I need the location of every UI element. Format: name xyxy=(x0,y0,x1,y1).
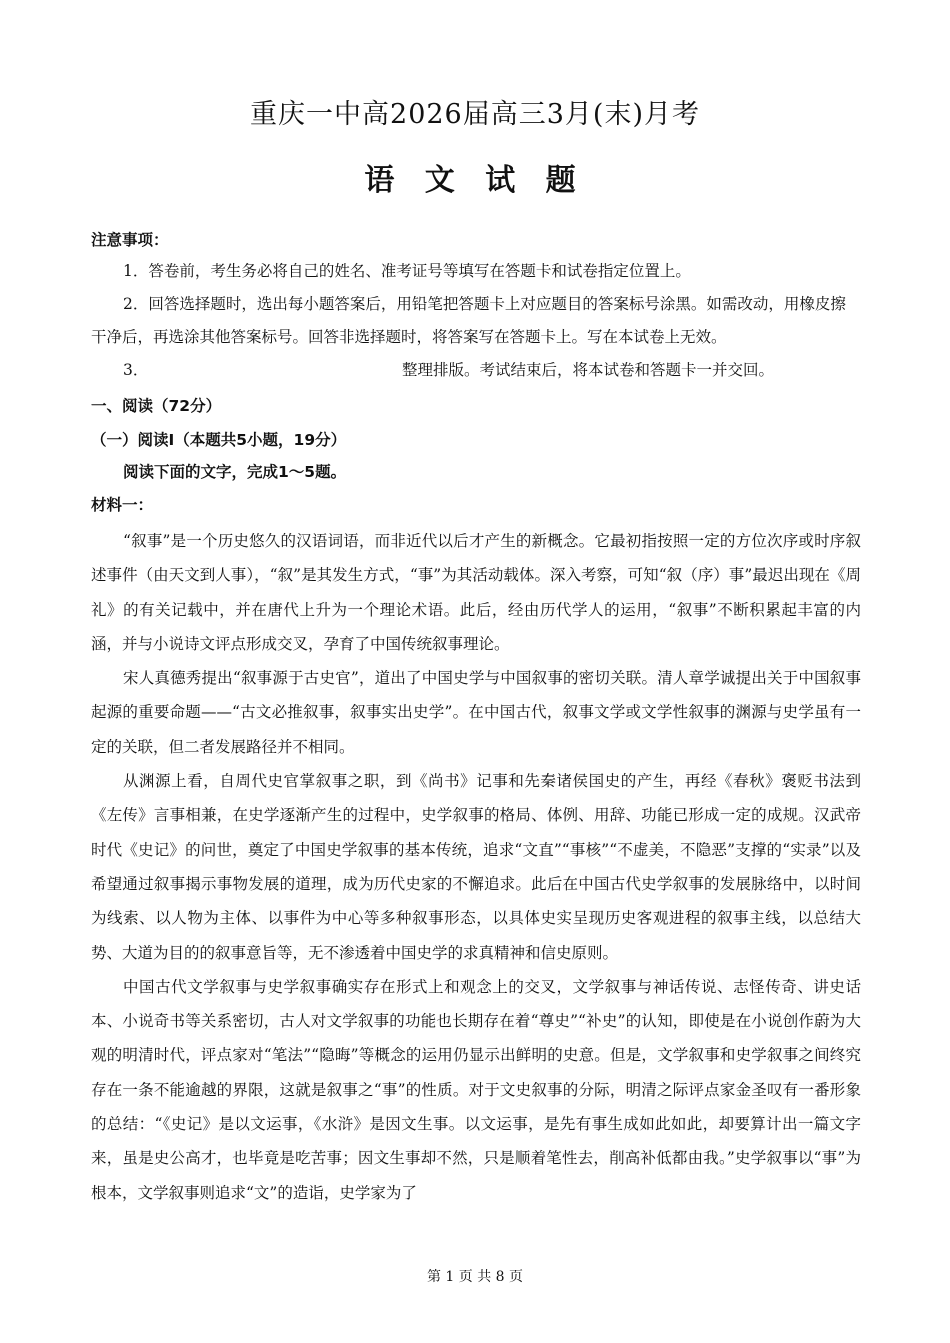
passage-paragraph-3: 从渊源上看，自周代史官掌叙事之职，到《尚书》记事和先秦诸侯国史的产生，再经《春秋》褒贬书法到《左传》言事相兼，在史学逐渐产生的过程中，史学叙事的格局、体例、用辞、功能已形成一定的成规。汉武帝时代《史记》的问世，奠定了中国史学叙事的基本传统，追求“文直”“事核”“不虚美，不隐恶”支撑的“实录”以及希望通过叙事揭示事物发展的道理，成为历代史家的不懈追求。此后在中国古代史学叙事的发展脉络中，以时间为线索、以人物为主体、以事件为中心等多种叙事形态，以具体史实呈现历史客观进程的叙事主线，以总结大势、大道为目的的叙事意旨等，无不渗透着中国史学的求真精神和信史原则。 xyxy=(91,772,861,962)
reading-instruction: 阅读下面的文字，完成1～5题。 xyxy=(123,463,347,481)
notice-item-1 xyxy=(91,255,861,288)
passage-paragraph-2: 宋人真德秀提出“叙事源于古史官”，道出了中国史学与中国叙事的密切关联。清人章学诚提出关于中国叙事起源的重要命题——“古文必推叙事，叙事实出史学”。在中国古代，叙事文学或文学性叙事的渊源与史学虽有一定的关联，但二者发展路径并不相同。 xyxy=(91,669,861,756)
notice-heading: 注意事项： xyxy=(91,231,169,249)
material-label: 材料一： xyxy=(91,496,154,514)
passage-paragraph-4: 中国古代文学叙事与史学叙事确实存在形式上和观念上的交叉，文学叙事与神话传说、志怪传奇、讲史话本、小说奇书等关系密切，古人对文学叙事的功能也长期存在着“尊史”“补史”的认知，即使是在小说创作蔚为大观的明清时代，评点家对“笔法”“隐晦”等概念的运用仍显示出鲜明的史意。但是，文学叙事和史学叙事之间终究存在一条不能逾越的界限，这就是叙事之“事”的性质。对于文史叙事的分际，明清之际评点家金圣叹有一番形象的总结：“《史记》是以文运事，《水浒》是因文生事。以文运事，是先有事生成如此如此，却要算计出一篇文字来，虽是史公高才，也毕竟是吃苦事；因文生事却不然，只是顺着笔性去，削高补低都由我。”史学叙事以“事”为根本，文学叙事则追求“文”的造诣，史学家为了 xyxy=(91,977,861,1202)
page-number: 第 1 页 共 8 页 xyxy=(426,1269,524,1285)
notice-item-3-number: 3． xyxy=(123,361,149,379)
notice-item-2-text: 2．回答选择题时，选出每小题答案后，用铅笔把答题卡上对应题目的答案标号涂黑。如需改动，用橡皮擦干净后，再选涂其他答案标号。回答非选择题时，将答案写在答题卡上。写在本试卷上无效。 xyxy=(91,295,846,346)
section-heading-reading: 一、阅读（72分） xyxy=(91,397,222,415)
notice-item-1-text: 1．答卷前，考生务必将自己的姓名、准考证号等填写在答题卡和试卷指定位置上。 xyxy=(123,262,691,280)
passage-paragraph-1: “叙事”是一个历史悠久的汉语词语，而非近代以后才产生的新概念。它最初指按照一定的方位次序或时序叙述事件（由天文到人事），“叙”是其发生方式，“事”为其活动载体。深入考察，可知“叙（序）事”最迟出现在《周礼》的有关记载中，并在唐代上升为一个理论术语。此后，经由历代学人的运用，“叙事”不断积累起丰富的内涵，并与小说诗文评点形成交叉，孕育了中国传统叙事理论。 xyxy=(91,532,861,653)
exam-title: 重庆一中高2026届高三3月(末)月考 xyxy=(250,99,700,130)
exam-subject-title: 语 文 试 题 xyxy=(364,163,586,198)
notice-item-2 xyxy=(91,288,861,354)
notice-item-3-text: 整理排版。考试结束后，将本试卷和答题卡一并交回。 xyxy=(402,361,775,379)
reading-passage xyxy=(91,524,861,1210)
subsection-heading-reading-1: （一）阅读Ⅰ（本题共5小题，19分） xyxy=(91,431,347,449)
